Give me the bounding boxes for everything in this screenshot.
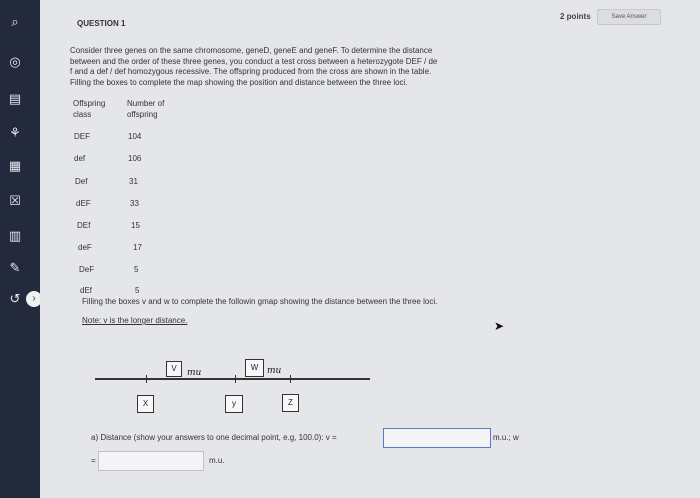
w-unit-handwritten: mu (267, 366, 282, 376)
mouse-cursor-icon: ➤ (494, 319, 505, 333)
sidebar (0, 0, 40, 498)
number-offspring-header (127, 98, 164, 120)
header-line: offspring (127, 110, 158, 119)
offspring-count: 15 (131, 221, 140, 230)
calendar-icon[interactable]: ▦ (8, 159, 22, 174)
offspring-count: 106 (128, 154, 142, 163)
w-unit-label: m.u. (209, 456, 225, 465)
offspring-class: Def (75, 177, 88, 186)
points-label: 2 points (560, 12, 591, 21)
offspring-count: 33 (130, 199, 139, 208)
question-title: QUESTION 1 (77, 19, 126, 28)
intro-line: f and a def / def homozygous recessive. The offspring produced from the cross are shown in the table. (70, 67, 432, 76)
book-icon[interactable]: ▤ (8, 92, 22, 107)
offspring-class: deF (78, 243, 92, 252)
intro-line: Consider three genes on the same chromosome, geneD, geneE and geneF. To determine the distance (70, 46, 433, 55)
w-equals-label: = (91, 456, 96, 465)
globe-icon[interactable]: ◎ (9, 55, 21, 70)
v-box: V (166, 361, 182, 377)
offspring-count: 104 (128, 132, 142, 141)
z-locus-box: Z (282, 394, 299, 412)
v-unit-label: m.u.; w (493, 433, 519, 442)
x-locus-box: X (137, 395, 154, 413)
offspring-count: 5 (135, 286, 140, 295)
header-line: Number of (127, 99, 165, 108)
offspring-class: DEf (77, 221, 91, 230)
header-line: Offspring (73, 99, 106, 108)
offspring-class: DeF (79, 265, 95, 274)
save-answer-button[interactable]: Save Answer (597, 9, 661, 25)
back-icon[interactable]: ↺ (9, 292, 21, 307)
collapse-sidebar-icon[interactable]: › (26, 291, 42, 307)
offspring-count: 17 (133, 243, 142, 252)
offspring-count: 5 (134, 265, 139, 274)
offspring-class: def (74, 154, 86, 163)
locus-tick (235, 375, 236, 383)
mail-icon[interactable]: ☒ (9, 194, 21, 209)
question-intro (70, 46, 530, 88)
notes-icon[interactable]: ▥ (8, 229, 22, 244)
offspring-class: DEF (74, 132, 90, 141)
locus-tick (290, 375, 291, 383)
map-note: Note: v is the longer distance. (82, 316, 188, 325)
part-a-prompt: a) Distance (show your answers to one decimal point, e.g, 100.0): v = (91, 433, 337, 442)
search-icon[interactable]: ⌕ (11, 15, 19, 30)
v-distance-input[interactable] (383, 428, 491, 448)
intro-line: Filling the boxes to complete the map showing the position and distance between the three loci. (70, 77, 408, 87)
chromosome-line (95, 378, 370, 380)
y-locus-box: y (225, 395, 243, 413)
w-box: W (245, 359, 264, 377)
v-unit-handwritten: mu (187, 368, 202, 378)
people-icon[interactable]: ⚘ (9, 126, 21, 141)
intro-line: between and the order of these three genes, you conduct a test cross between a heterozygote DEF / de (70, 56, 438, 66)
offspring-class: dEF (76, 199, 91, 208)
w-distance-input[interactable] (98, 451, 204, 471)
locus-tick (146, 375, 147, 383)
map-instruction: Filling the boxes v and w to complete the followin gmap showing the distance between the three loci. (82, 297, 438, 306)
offspring-class: dEf (80, 286, 93, 295)
header-line: class (73, 110, 92, 119)
offspring-count: 31 (129, 177, 138, 186)
offspring-class-header (73, 98, 105, 120)
edit-icon[interactable]: ✎ (9, 261, 21, 276)
